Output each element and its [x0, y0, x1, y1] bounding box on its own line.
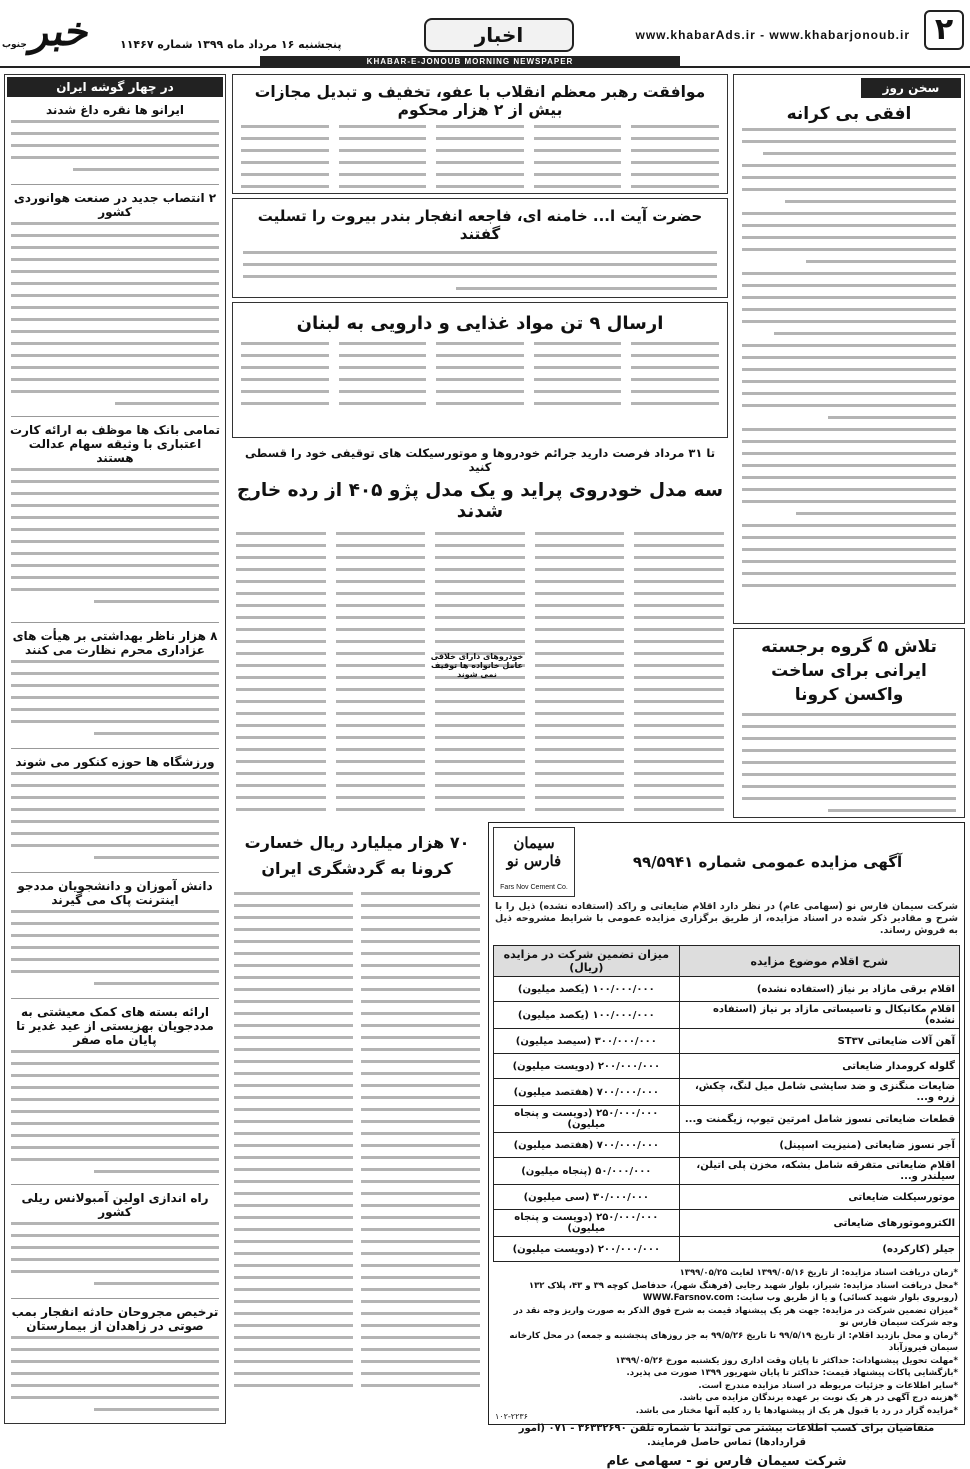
- condolence-story: [232, 198, 728, 298]
- pardon-headline: موافقت رهبر معظم انقلاب با عفو، تخفیف و تبدیل مجازات بیش از ۲ هزار محکوم: [254, 83, 706, 119]
- digest-item-title: راه اندازی اولین آمبولانس ریلی کشور: [21, 1191, 209, 1219]
- note-line: *مهلت تحویل پیشنهادات: حداکثر تا پایان وقت اداری روز یکشنبه مورخ ۱۳۹۹/۰۵/۲۶: [615, 1355, 958, 1366]
- digest-item-body: [11, 1222, 219, 1294]
- item-cell: قطعات ضایعاتی نسوز شامل امرتین تیوپ، زیگمنت و...: [679, 1106, 959, 1133]
- item-cell: ضایعات منگنزی و ضد سایشی شامل میل لنگ، چکش، زره و...: [679, 1079, 959, 1106]
- note-line: *میزان تضمین شرکت در مزایده: جهت هر یک پیشنهاد قیمت به شرح فوق الذکر به صورت واریز وجه نقد در وجه شرکت سیمان فارس نو: [513, 1305, 958, 1328]
- note-line: *هزینه درج آگهی در هر یک نوبت بر عهده برندگان مزایده می باشد.: [679, 1393, 958, 1403]
- note-line: *زمان و محل بازدید اقلام: از تاریخ ۹۹/۵/۱۹ تا تاریخ ۹۹/۵/۲۶ به جز روزهای پنجشنبه و جمعه) در محل کارخانه سیمان فیروزآباد: [509, 1330, 958, 1353]
- car-story: [232, 444, 728, 814]
- table-row: [494, 1133, 960, 1158]
- digest-item-title: دانش آموزان و دانشجویان مددجو اینترنت پاک می گیرند: [17, 879, 213, 907]
- table-row: [494, 977, 960, 1002]
- logo-name: سیمان فارس نو: [506, 834, 562, 870]
- tourism-headline: ۷۰ هزار میلیارد ریال خسارت کرونا به گردشگری ایران: [244, 833, 470, 878]
- item-cell: موتورسیکلت ضایعاتی: [679, 1185, 959, 1210]
- deposit-cell: ۳۰/۰۰۰/۰۰۰ (سی میلیون): [494, 1185, 680, 1210]
- logo-english: Fars Nov Cement Co.: [500, 884, 568, 891]
- table-row: [494, 1106, 960, 1133]
- vaccine-body: [742, 713, 956, 823]
- english-bar: KHABAR-E-JONOUB MORNING NEWSPAPER: [260, 56, 680, 68]
- pardon-story: [232, 74, 728, 194]
- logo-text: خبر: [27, 8, 95, 55]
- digest-item-title: ۲ انتصاب جدید در صنعت هوانوردی کشور: [13, 191, 217, 219]
- digest-item-body: [11, 910, 219, 994]
- logo-subtext: جنوب: [2, 40, 27, 50]
- vaccine-story: [733, 628, 965, 818]
- item-cell: گلوله کرومدار ضایعاتی: [679, 1054, 959, 1079]
- table-row: [494, 1185, 960, 1210]
- item-cell: الکتروموتورهای ضایعاتی: [679, 1210, 959, 1237]
- deposit-cell: ۷۰۰/۰۰۰/۰۰۰ (هفتصد میلیون): [494, 1133, 680, 1158]
- note-line: *زمان دریافت اسناد مزایده: از تاریخ ۱۳۹۹/۰۵/۱۶ لغایت ۱۳۹۹/۰۵/۲۵: [679, 1268, 958, 1278]
- note-line: *سایر اطلاعات و جزئیات مربوطه در اسناد مزایده مندرج است.: [698, 1380, 958, 1391]
- auction-intro: شرکت سیمان فارس نو (سهامی عام) در نظر دارد اقلام ضایعاتی و راکد (استفاده نشده) ذیل را با شرح و مقادیر ذکر شده در اسناد مزایده، از طریق برگزاری مزایده عمومی با شرایط مشروحه ذیل به فروش رساند.: [495, 901, 958, 936]
- section-title: اخبار: [424, 18, 574, 52]
- digest-item-title: ارائه بسته های کمک معیشتی به مددجویان بهزیستی از عید غدیر تا پایان ماه صفر: [16, 1005, 214, 1047]
- ad-code: ۱۰۲-۲۲۳۶: [495, 1412, 528, 1421]
- table-row: [494, 1210, 960, 1237]
- auction-notes: [495, 1267, 958, 1417]
- vaccine-headline: تلاش ۵ گروه برجسته ایرانی برای ساخت واکسن کرونا: [761, 637, 937, 705]
- item-cell: اقلام برقی مازاد بر نیاز (استفاده نشده): [679, 977, 959, 1002]
- deposit-cell: ۳۰۰/۰۰۰/۰۰۰ (سیصد میلیون): [494, 1029, 680, 1054]
- auction-items-table: [493, 945, 960, 1262]
- table-row: [494, 1029, 960, 1054]
- deposit-cell: ۲۰۰/۰۰۰/۰۰۰ (دویست میلیون): [494, 1237, 680, 1262]
- table-row: [494, 1158, 960, 1185]
- digest-item-body: [11, 772, 219, 868]
- digest-item-title: ورزشگاه ها حوزه کنکور می شوند: [15, 755, 215, 769]
- col-item-header: شرح اقلام موضوع مزایده: [679, 946, 959, 977]
- news-digest-column: [4, 74, 226, 1424]
- digest-item-title: ۸ هزار ناظر بهداشتی بر هیأت های عزاداری محرم نظارت می کنند: [12, 629, 218, 657]
- lebanon-headline: ارسال ۹ تن مواد غذایی و دارویی به لبنان: [296, 313, 664, 334]
- col-deposit-header: میزان تضمین شرکت در مزایده (ریال): [494, 946, 680, 977]
- deposit-cell: ۲۰۰/۰۰۰/۰۰۰ (دویست میلیون): [494, 1054, 680, 1079]
- deposit-cell: ۲۵۰/۰۰۰/۰۰۰ (دویست و پنجاه میلیون): [494, 1210, 680, 1237]
- digest-item-body: [11, 660, 219, 744]
- digest-item-title: ایرانو ها نقره داغ شدند: [45, 103, 185, 117]
- lebanon-aid-story: [232, 302, 728, 438]
- auction-advertisement: [488, 822, 965, 1469]
- masthead: [0, 0, 970, 68]
- deposit-cell: ۵۰/۰۰۰/۰۰۰ (پنجاه میلیون): [494, 1158, 680, 1185]
- note-line: *مزایده گزار در رد یا قبول هر یک از پیشنهادها یا رد کلیه آنها مختار می باشد.: [635, 1405, 958, 1416]
- editorial-title: افقی بی کرانه: [786, 104, 912, 124]
- digest-item-body: [11, 120, 219, 180]
- deposit-cell: ۲۵۰/۰۰۰/۰۰۰ (دویست و پنجاه میلیون): [494, 1106, 680, 1133]
- deposit-cell: ۷۰۰/۰۰۰/۰۰۰ (هفتصد میلیون): [494, 1079, 680, 1106]
- table-row: [494, 1054, 960, 1079]
- digest-label: در چهار گوشه ایران: [7, 77, 223, 97]
- digest-item-body: [11, 222, 219, 412]
- tourism-story: [232, 820, 482, 1424]
- editorial-column: [733, 74, 965, 624]
- car-subhead: خودروهای دارای خلافی عامل خانواده ها توقیف نمی شوند: [430, 652, 524, 679]
- item-cell: جیلر (کارکرده): [679, 1237, 959, 1262]
- item-cell: آهن آلات ضایعاتی ST۳۷: [679, 1029, 959, 1054]
- note-line: *محل دریافت اسناد مزایده: شیراز، بلوار شهید رجایی (فرهنگ شهر)، حدفاصل کوچه ۳۹ و ۴۳، پلاک ۱۳۲ (روبروی بلوار شهید کسائی) و یا از طریق وب سایت: WWW.Farsnov.com: [528, 1280, 958, 1303]
- auction-company: شرکت سیمان فارس نو - سهامی عام: [606, 1454, 847, 1469]
- table-row: [494, 1079, 960, 1106]
- auction-title: آگهی مزایده عمومی شماره ۹۹/۵۹۴۱: [632, 853, 903, 871]
- editorial-label: سخن روز: [861, 78, 961, 98]
- deposit-cell: ۱۰۰/۰۰۰/۰۰۰ (یکصد میلیون): [494, 977, 680, 1002]
- car-kicker: تا ۳۱ مرداد فرصت دارید جرائم خودروها و موتورسیکلت های توقیفی خود را قسطی کنید: [244, 446, 716, 474]
- digest-item-body: [11, 468, 219, 618]
- issue-date: پنجشنبه ۱۶ مرداد ماه ۱۳۹۹ شماره ۱۱۴۶۷: [120, 38, 342, 51]
- digest-item-title: ترخیص مجروحان حادثه انفجار بمب صوتی در زاهدان از بیمارستان: [11, 1305, 219, 1333]
- digest-item-body: [11, 1050, 219, 1180]
- digest-item-title: تمامی بانک ها موظف به ارائه کارت اعتباری با وثیقه سهام عدالت هستند: [9, 423, 221, 465]
- item-cell: اقلام مکانیکال و تاسیساتی مازاد بر نیاز (استفاده نشده): [679, 1002, 959, 1029]
- note-line: *بازگشایی پاکات پیشنهاد قیمت: حداکثر تا پایان شهریور ۱۳۹۹ صورت می پذیرد.: [626, 1368, 958, 1378]
- item-cell: اقلام ضایعاتی متفرقه شامل بشکه، مخزن پلی اتیلن، سیلندر و...: [679, 1158, 959, 1185]
- car-headline: سه مدل خودروی پراید و یک مدل پژو ۴۰۵ از رده خارج شدند: [236, 480, 724, 522]
- auction-contact: متقاضیان برای کسب اطلاعات بیشتر می توانند با شماره تلفن ۳۶۳۳۲۶۹۰ - ۰۷۱ (امور قراردادها) تماس حاصل فرمایند.: [518, 1423, 935, 1448]
- condolence-headline: حضرت آیت ا... خامنه ای، فاجعه انفجار بندر بیروت را تسلیت گفتند: [257, 207, 703, 243]
- table-row: [494, 1002, 960, 1029]
- website-urls[interactable]: www.khabarAds.ir - www.khabarjonoub.ir: [635, 28, 910, 42]
- newspaper-logo: [3, 6, 118, 62]
- deposit-cell: ۱۰۰/۰۰۰/۰۰۰ (یکصد میلیون): [494, 1002, 680, 1029]
- page-number: ۲: [924, 10, 964, 50]
- editorial-body: [742, 128, 956, 598]
- cement-logo: [493, 827, 575, 897]
- table-row: [494, 1237, 960, 1262]
- digest-item-body: [11, 1336, 219, 1420]
- item-cell: آجر نسوز ضایعاتی (منیزیت اسپینل): [679, 1133, 959, 1158]
